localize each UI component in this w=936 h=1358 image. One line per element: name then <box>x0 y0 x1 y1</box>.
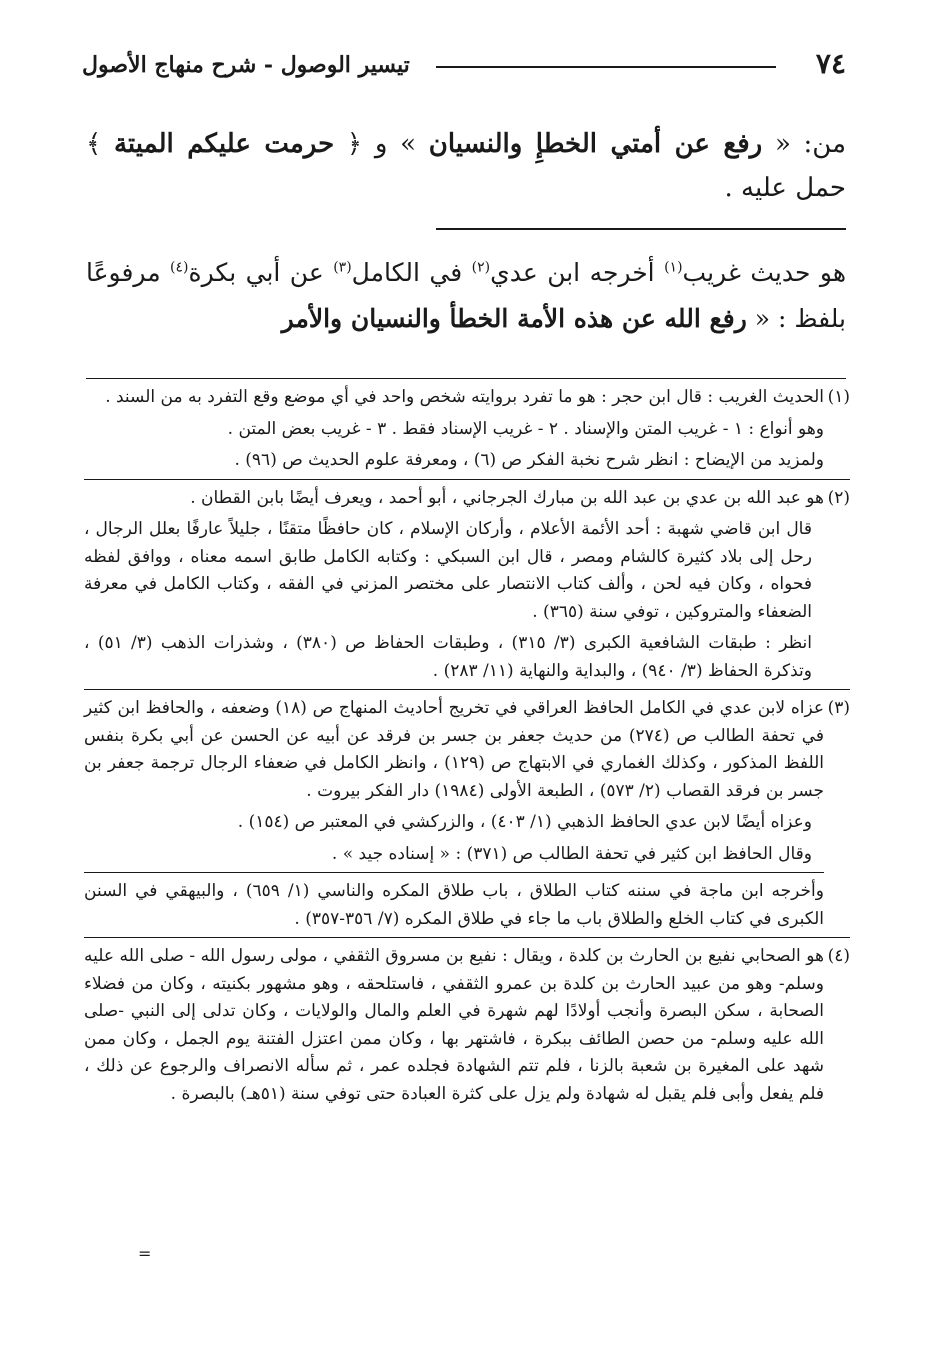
footnote-ref-2: (٢) <box>471 259 491 276</box>
commentary-segment: أخرجه ابن عدي <box>490 258 665 287</box>
continuation-mark: = <box>138 1244 152 1263</box>
page-number: ٧٤ <box>815 47 846 80</box>
page-header <box>82 46 846 86</box>
commentary-quote: رفع الله عن هذه الأمة الخطأ والنسيان والأمر <box>281 304 747 333</box>
commentary-text <box>86 250 846 342</box>
footnote-separator <box>84 479 850 480</box>
footnote-number: (٣) <box>827 698 850 718</box>
footnote-paragraph: هو عبد الله بن عدي بن عبد الله بن مبارك الجرجاني ، أبو أحمد ، ويعرف أيضًا بابن القطان . <box>190 487 824 508</box>
footnote-number: (١) <box>827 387 850 407</box>
footnote-paragraph: وقال الحافظ ابن كثير في تحفة الطالب ص (٣٧١) : « إسناده جيد » . <box>331 843 812 864</box>
footnote-paragraph: وأخرجه ابن ماجة في سننه كتاب الطلاق ، باب طلاق المكره والناسي (١/ ٦٥٩) ، والبيهقي في السنن الكبرى في كتاب الخلع والطلاق باب ما جاء في طلاق المكره (٧/ ٣٥٦-٣٥٧) . <box>84 881 824 929</box>
footnote-paragraph: ولمزيد من الإيضاح : انظر شرح نخبة الفكر ص (٦) ، ومعرفة علوم الحديث ص (٩٦) . <box>234 450 824 470</box>
footnote-ref-3: (٣) <box>333 259 352 276</box>
footnote-separator <box>84 937 850 938</box>
footnote-1 <box>84 384 850 475</box>
footnote-number: (٤) <box>827 946 850 966</box>
footnote-paragraph: الحديث الغريب : قال ابن حجر : هو ما تفرد بروايته شخص واحد في أي موضع وقع التفرد به من السند . <box>105 387 824 407</box>
main-text <box>86 122 846 210</box>
footnote-number: (٢) <box>827 487 850 508</box>
commentary-segment: عن أبي بكرة <box>188 258 334 287</box>
main-rule <box>436 228 846 230</box>
footnote-paragraph: عزاه لابن عدي في الكامل الحافظ العراقي في تخريج أحاديث المنهاج ص (١٨) وضعفه ، والحافظ ابن كثير في تحفة الطالب ص (٢٧٤) من حديث جعفر بن جسر بن فرقد عن أبيه عن الحسن عن أبي بكرة بنفس اللفظ المذكور ، وكذلك الغماري في الابتهاج ص (١٢٩) ، وانظر الكامل في ضعفاء الرجال ترجمة جعفر بن جسر بن فرقد القصاب (٢/ ٥٧٣) ، الطبعة الأولى (١٩٨٤) دار الفكر بيروت . <box>84 698 825 801</box>
footnote-separator <box>84 872 824 873</box>
footnote-3 <box>84 695 850 933</box>
footnote-paragraph: وعزاه أيضًا لابن عدي الحافظ الذهبي (١/ ٤٠٣) ، والزركشي في المعتبر ص (١٥٤) . <box>237 812 812 832</box>
main-prefix: من: « <box>774 129 847 159</box>
footnote-ref-4: (٤) <box>170 259 189 276</box>
footnote-rule <box>86 378 846 379</box>
commentary-segment: مرفوعًا بلفظ : « <box>86 258 846 333</box>
footnote-4 <box>84 943 850 1108</box>
commentary-segment: في الكامل <box>351 258 472 287</box>
footnote-paragraph: انظر : طبقات الشافعية الكبرى (٣/ ٣١٥) ، وطبقات الحفاظ ص (٣٨٠) ، وشذرات الذهب (٣/ ٥١) ، وتذكرة الحفاظ (٣/ ٩٤٠) ، والبداية والنهاية (١١/ ٢٨٣) . <box>84 633 812 681</box>
hadith-quote: رفع عن أمتي الخطإِ والنسيان <box>428 129 763 159</box>
main-suffix: ﴾ حمل عليه . <box>86 129 846 203</box>
footnotes <box>84 384 850 1112</box>
header-rule <box>436 66 776 68</box>
main-mid: » و ﴿ <box>346 129 417 159</box>
footnote-paragraph: هو الصحابي نفيع بن الحارث بن كلدة ، ويقال : نفيع بن مسروق الثقفي ، مولى رسول الله - صلى الله عليه وسلم- وهو من عبيد الحارث بن كلدة بن عمرو الثقفي ، فاستلحقه ، وهو مشهور بكنيته ، وكان من فضلاء الصحابة ، سكن البصرة وأنجب أولادًا لهم شهرة في العلم والمال والولايات ، وكان تدلى إلى النبي -صلى الله عليه وسلم- من حصن الطائف ببكرة ، فاشتهر بها ، وكان ممن اعتزل الفتنة يوم الجمل ، وكان ممن شهد على المغيرة بن شعبة بالزنا ، فلم تتم الشهادة فجلده عمر ، ثم سأله الانصراف والرجوع عن ذلك ، فلم يفعل وأبى فلم يقبل له شهادة ولم يزل على كثرة العبادة حتى توفي سنة (٥١هـ) بالبصرة . <box>84 946 824 1104</box>
footnote-separator <box>84 689 850 690</box>
running-title: تيسير الوصول - شرح منهاج الأصول <box>82 52 410 78</box>
commentary-segment: هو حديث غريب <box>682 258 846 287</box>
footnote-ref-1: (١) <box>664 259 683 276</box>
footnote-paragraph: قال ابن قاضي شهبة : أحد الأئمة الأعلام ، وأركان الإسلام ، كان حافظًا متقنًا ، جليلاً عارفًا بعلل الرجال ، رحل إلى بلاد كثيرة كالشام ومصر ، قال ابن السبكي : وكتابه الكامل طابق اسمه معناه ، ووافق لفظه فحواه ، وكان فيه لحن ، وألف كتاب الانتصار على مختصر المزني في الفقه ، وكتاب الكامل في معرفة الضعفاء والمتروكين ، توفي سنة (٣٦٥) . <box>84 519 812 622</box>
footnote-2 <box>84 485 850 686</box>
quran-quote: حرمت عليكم الميتة <box>113 129 335 159</box>
footnote-paragraph: وهو أنواع : ١ - غريب المتن والإسناد . ٢ - غريب الإسناد فقط . ٣ - غريب بعض المتن . <box>227 418 824 439</box>
